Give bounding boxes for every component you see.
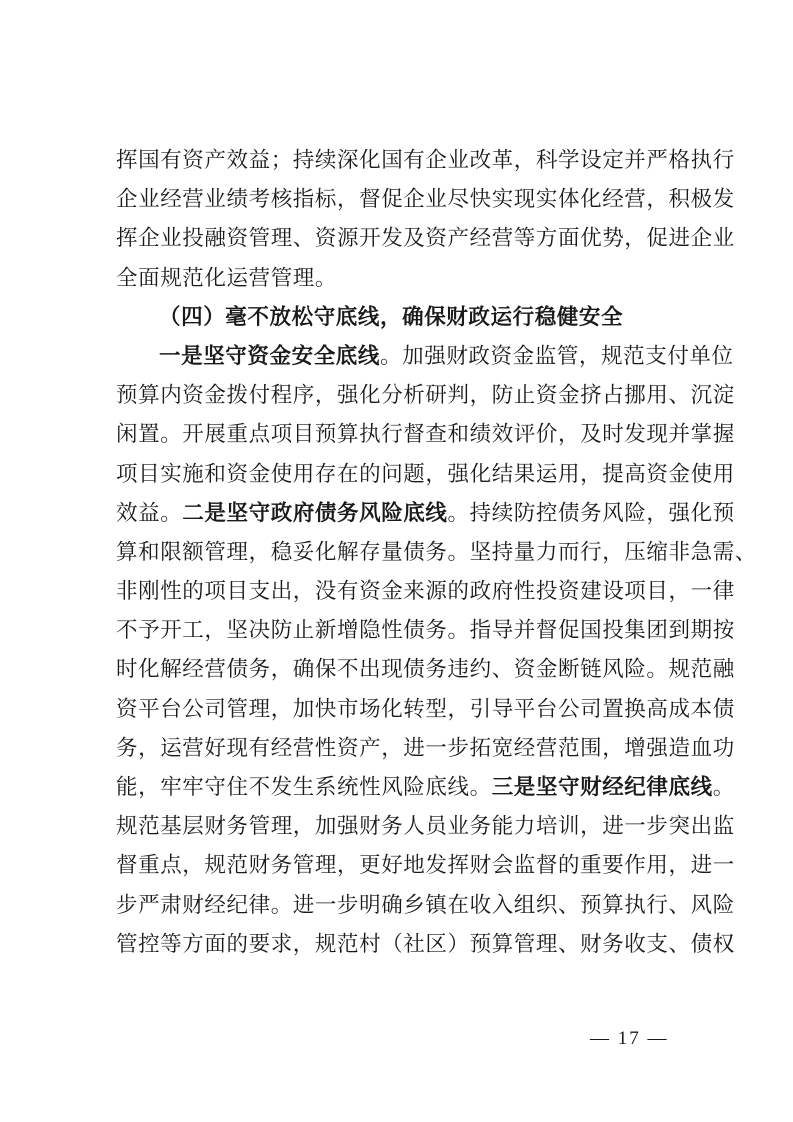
text-line <box>116 455 735 494</box>
text-segment: 预算内资金拨付程序，强化分析研判，防止资金挤占挪用、沉淀 <box>116 383 735 409</box>
text-segment: 不予开工，坚决防止新增隐性债务。指导并督促国投集团到期按 <box>116 618 735 644</box>
bold-text-segment: 二是坚守政府债务风险底线 <box>182 500 448 526</box>
text-segment: 企业经营业绩考核指标，督促企业尽快实现实体化经营，积极发 <box>116 187 735 213</box>
text-segment: 。持续防控债务风险，强化预 <box>447 500 735 526</box>
text-line <box>116 572 735 611</box>
text-line <box>116 690 735 729</box>
text-line <box>116 219 735 258</box>
text-segment: 资平台公司管理，加快市场化转型，引导平台公司置换高成本债 <box>116 696 735 722</box>
text-segment: 督重点，规范财务管理，更好地发挥财会监督的重要作用，进一 <box>116 853 735 879</box>
text-line <box>116 141 735 180</box>
text-segment: 时化解经营债务，确保不出现债务违约、资金断链风险。规范融 <box>116 657 735 683</box>
text-line <box>116 768 735 807</box>
text-segment: 闲置。开展重点项目预算执行督查和绩效评价，及时发现并掌握 <box>116 422 735 448</box>
text-line <box>116 807 735 846</box>
text-line <box>116 533 757 572</box>
text-line <box>116 180 735 219</box>
text-line <box>116 925 735 964</box>
text-segment: 非刚性的项目支出，没有资金来源的政府性投资建设项目，一律 <box>116 579 735 605</box>
text-line <box>116 650 735 689</box>
text-segment: 步严肃财经纪律。进一步明确乡镇在收入组织、预算执行、风险 <box>116 892 735 918</box>
text-segment: 规范基层财务管理，加强财务人员业务能力培训，进一步突出监 <box>116 814 735 840</box>
text-line <box>116 846 735 885</box>
page-number: — 17 — <box>590 1028 669 1049</box>
text-line <box>116 886 735 925</box>
text-segment: 挥企业投融资管理、资源开发及资产经营等方面优势，促进企业 <box>116 226 735 252</box>
body-text <box>116 141 757 964</box>
bold-text-segment: 三是坚守财经纪律底线 <box>491 775 713 800</box>
text-segment: 管控等方面的要求，规范村（社区）预算管理、财务收支、债权 <box>116 931 735 957</box>
text-segment: 务，运营好现有经营性资产，进一步拓宽经营范围，增强造血功 <box>116 735 735 761</box>
text-segment: 挥国有资产效益；持续深化国有企业改革，科学设定并严格执行 <box>116 148 735 173</box>
text-segment: 效益。 <box>116 500 183 526</box>
text-line <box>116 298 704 337</box>
bold-text-segment: （四）毫不放松守底线，确保财政运行稳健安全 <box>159 304 624 330</box>
text-line <box>116 337 734 376</box>
text-line <box>116 729 735 768</box>
text-line <box>116 376 735 415</box>
text-segment: 算和限额管理，稳妥化解存量债务。坚持量力而行，压缩非急需、 <box>116 539 757 565</box>
text-line <box>116 494 735 533</box>
text-segment: 。加强财政资金监管，规范支付单位 <box>380 343 734 369</box>
text-segment: 项目实施和资金使用存在的问题，强化结果运用，提高资金使用 <box>116 461 735 487</box>
text-segment: 能，牢牢守住不发生系统性风险底线。 <box>116 775 492 800</box>
text-segment: 全面规范化运营管理。 <box>116 265 338 291</box>
text-line <box>116 259 704 298</box>
text-line <box>116 415 735 454</box>
text-segment: 。 <box>712 775 735 800</box>
bold-text-segment: 一是坚守资金安全底线 <box>159 343 381 369</box>
text-line <box>116 611 735 650</box>
